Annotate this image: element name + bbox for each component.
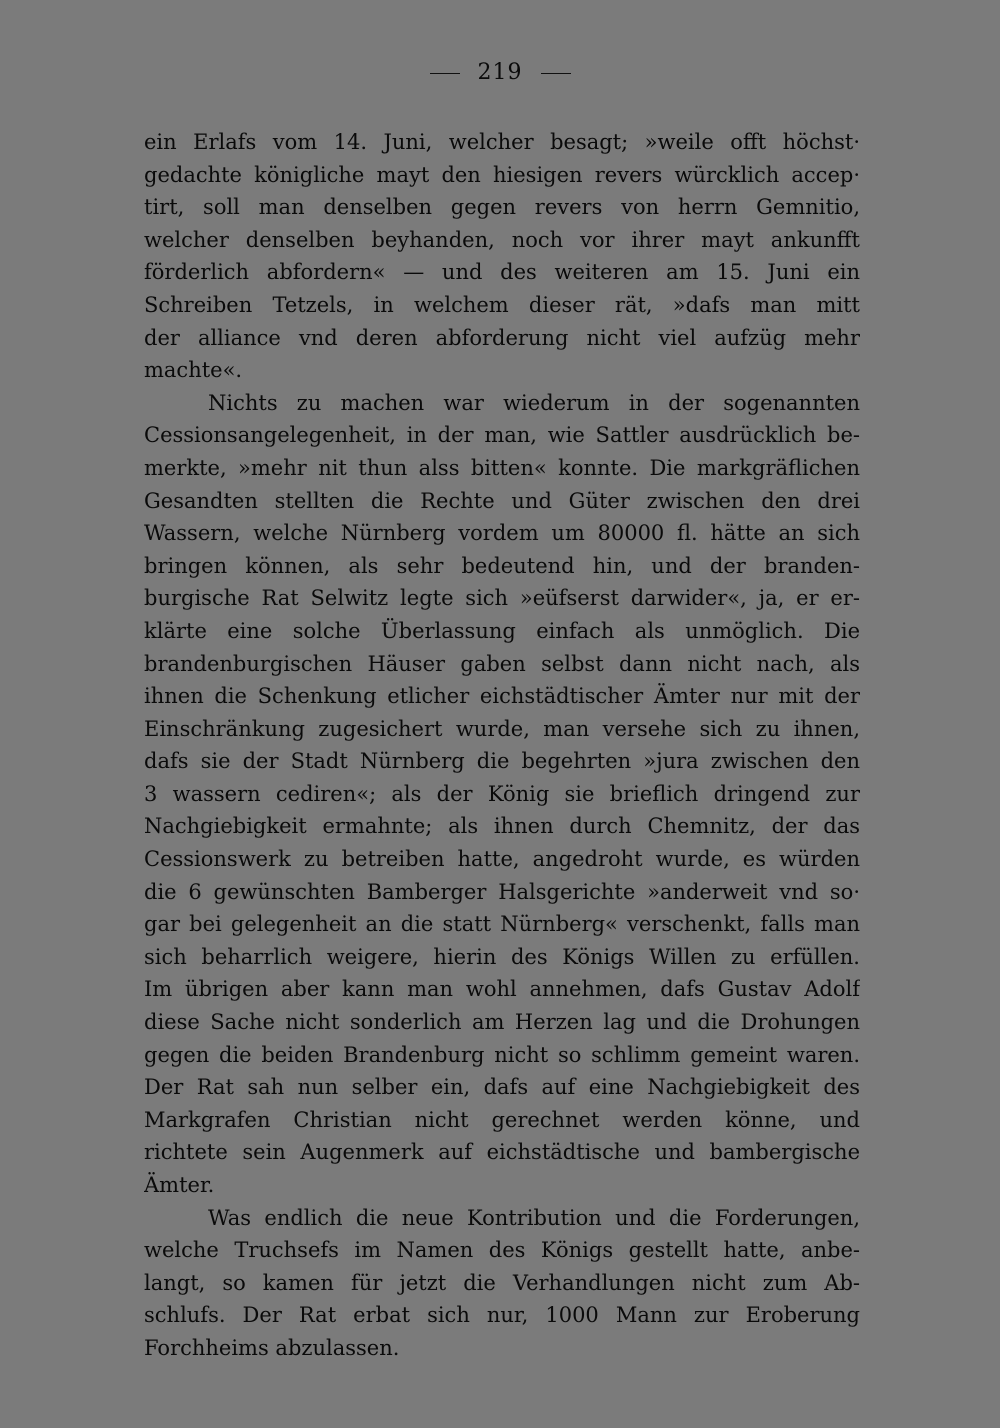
text-line: die 6 gewünschten Bamberger Halsgerichte »anderweit vnd so· bbox=[144, 879, 860, 904]
text-line: schlufs. Der Rat erbat sich nur, 1000 Mann zur Eroberung bbox=[144, 1303, 860, 1328]
text-line: klärte eine solche Überlassung einfach als unmöglich. Die bbox=[144, 618, 860, 643]
text-line: Cessionswerk zu betreiben hatte, angedroht wurde, es würden bbox=[144, 847, 860, 872]
text-line: dafs sie der Stadt Nürnberg die begehrten »jura zwischen den bbox=[144, 749, 860, 774]
text-line: Ämter. bbox=[144, 1173, 215, 1197]
text-line: ihnen die Schenkung etlicher eichstädtischer Ämter nur mit der bbox=[144, 684, 860, 709]
text-line: merkte, »mehr nit thun alss bitten« konnte. Die markgräflichen bbox=[144, 455, 860, 480]
text-line: förderlich abfordern« — und des weiteren am 15. Juni ein bbox=[144, 260, 860, 285]
text-line: gedachte königliche mayt den hiesigen revers würcklich accep· bbox=[144, 162, 860, 187]
text-line: Wassern, welche Nürnberg vordem um 80000 fl. hätte an sich bbox=[144, 521, 860, 546]
paragraph bbox=[144, 1202, 860, 1365]
text-line: gar bei gelegenheit an die statt Nürnberg« verschenkt, falls man bbox=[144, 912, 860, 937]
text-line: Nichts zu machen war wiederum in der sogenannten bbox=[208, 390, 860, 415]
text-line: tirt, soll man denselben gegen revers von herrn Gemnitio, bbox=[144, 195, 860, 220]
text-line: brandenburgischen Häuser gaben selbst dann nicht nach, als bbox=[144, 651, 860, 676]
text-line: Schreiben Tetzels, in welchem dieser rät, »dafs man mitt bbox=[144, 292, 860, 317]
text-line: Nachgiebigkeit ermahnte; als ihnen durch Chemnitz, der das bbox=[144, 814, 860, 839]
text-line: diese Sache nicht sonderlich am Herzen lag und die Drohungen bbox=[144, 1010, 860, 1035]
text-line: richtete sein Augenmerk auf eichstädtische und bambergische bbox=[144, 1140, 860, 1165]
text-line: langt, so kamen für jetzt die Verhandlungen nicht zum Ab- bbox=[144, 1270, 860, 1295]
page-header bbox=[0, 60, 1000, 85]
text-line: welcher denselben beyhanden, noch vor ihrer mayt ankunfft bbox=[144, 227, 860, 252]
text-line: Gesandten stellten die Rechte und Güter zwischen den drei bbox=[144, 488, 860, 513]
left-dash bbox=[430, 73, 460, 74]
text-line: der alliance vnd deren abforderung nicht viel aufzüg mehr bbox=[144, 325, 860, 350]
paragraph bbox=[144, 387, 860, 1202]
text-line: Was endlich die neue Kontribution und die Forderungen, bbox=[208, 1205, 860, 1230]
text-line: Cessionsangelegenheit, in der man, wie Sattler ausdrücklich be- bbox=[144, 423, 860, 448]
paragraph bbox=[144, 126, 860, 387]
text-line: 3 wassern cediren«; als der König sie brieflich dringend zur bbox=[144, 781, 860, 806]
text-line: welche Truchsefs im Namen des Königs gestellt hatte, anbe- bbox=[144, 1238, 860, 1263]
right-dash bbox=[541, 73, 571, 74]
text-line: ein Erlafs vom 14. Juni, welcher besagt; »weile offt höchst· bbox=[144, 130, 860, 154]
text-line: machte«. bbox=[144, 358, 243, 383]
text-line: Im übrigen aber kann man wohl annehmen, dafs Gustav Adolf bbox=[144, 977, 860, 1002]
text-line: burgische Rat Selwitz legte sich »eüfserst darwider«, ja, er er- bbox=[144, 586, 860, 611]
text-line: sich beharrlich weigere, hierin des Königs Willen zu erfüllen. bbox=[144, 944, 860, 969]
text-line: bringen können, als sehr bedeutend hin, und der branden- bbox=[144, 553, 860, 578]
text-line: gegen die beiden Brandenburg nicht so schlimm gemeint waren. bbox=[144, 1042, 860, 1067]
text-line: Markgrafen Christian nicht gerechnet werden könne, und bbox=[144, 1107, 860, 1132]
body-text bbox=[144, 126, 860, 1365]
text-line: Einschränkung zugesichert wurde, man versehe sich zu ihnen, bbox=[144, 716, 860, 741]
text-line: Der Rat sah nun selber ein, dafs auf eine Nachgiebigkeit des bbox=[144, 1075, 860, 1100]
text-line: Forchheims abzulassen. bbox=[144, 1335, 400, 1360]
page-number: 219 bbox=[477, 60, 523, 85]
